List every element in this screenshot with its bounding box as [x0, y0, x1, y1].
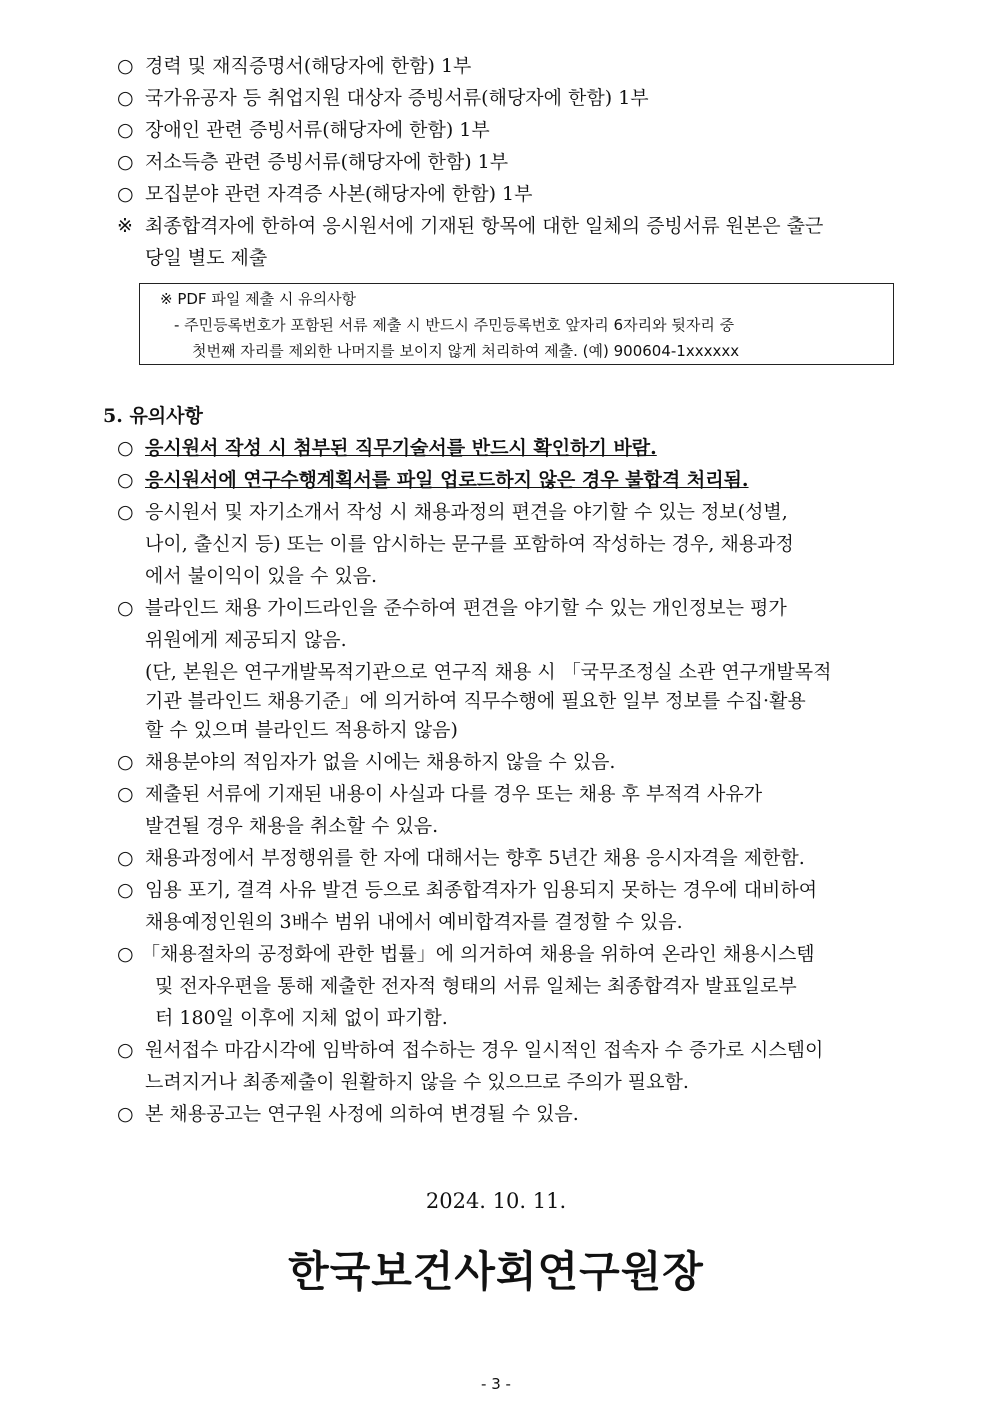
caution-item-1: ○ 응시원서 작성 시 첨부된 직무기술서를 반드시 확인하기 바람.: [117, 437, 657, 459]
pdf-notice-line-2: 첫번째 자리를 제외한 나머지를 보이지 않게 처리하여 제출. (예) 900604-1xxxxxx: [192, 342, 740, 360]
bullet: ○: [117, 87, 134, 109]
caution-item-4-cont: 위원에게 제공되지 않음.: [145, 629, 347, 651]
bullet: ○: [117, 119, 134, 141]
doc-item-5: ○ 모집분야 관련 자격증 사본(해당자에 한함) 1부: [117, 183, 533, 205]
bullet: ○: [117, 879, 134, 901]
issuer-signature: 한국보건사회연구원장: [288, 1247, 704, 1296]
reference-mark: ※: [117, 215, 133, 237]
caution-item-3: ○ 응시원서 및 자기소개서 작성 시 채용과정의 편견을 야기할 수 있는 정보(성별,: [117, 501, 788, 523]
caution-item-6: ○ 제출된 서류에 기재된 내용이 사실과 다를 경우 또는 채용 후 부적격 사유가: [117, 783, 763, 805]
caution-item-2: ○ 응시원서에 연구수행계획서를 파일 업로드하지 않은 경우 불합격 처리됨.: [117, 469, 749, 491]
caution-item-4-cont: 할 수 있으며 블라인드 적용하지 않음): [145, 719, 458, 741]
caution-item-3-cont: 에서 불이익이 있을 수 있음.: [145, 565, 378, 587]
final-note-line-1: ※ 최종합격자에 한하여 응시원서에 기재된 항목에 대한 일체의 증빙서류 원본은 출근: [117, 215, 824, 237]
caution-item-9-cont: 터 180일 이후에 지체 없이 파기함.: [155, 1007, 448, 1029]
caution-item-11: ○ 본 채용공고는 연구원 사정에 의하여 변경될 수 있음.: [117, 1103, 579, 1125]
pdf-notice-line-1: - 주민등록번호가 포함된 서류 제출 시 반드시 주민등록번호 앞자리 6자리와 뒷자리 중: [174, 316, 735, 334]
bullet: ○: [117, 943, 134, 965]
bullet: ○: [117, 597, 134, 619]
page-number: - 3 -: [481, 1375, 511, 1393]
caution-item-9-cont: 및 전자우편을 통해 제출한 전자적 형태의 서류 일체는 최종합격자 발표일로부: [155, 975, 797, 997]
pdf-notice-title: ※ PDF 파일 제출 시 유의사항: [160, 290, 357, 308]
caution-item-6-cont: 발견될 경우 채용을 취소할 수 있음.: [145, 815, 439, 837]
pdf-notice-box: [139, 283, 894, 365]
caution-item-4-cont: (단, 본원은 연구개발목적기관으로 연구직 채용 시 「국무조정실 소관 연구개발목적: [145, 661, 832, 683]
bullet: ○: [117, 437, 134, 459]
issue-date: 2024. 10. 11.: [425, 1189, 567, 1213]
bullet: ○: [117, 469, 134, 491]
doc-item-2: ○ 국가유공자 등 취업지원 대상자 증빙서류(해당자에 한함) 1부: [117, 87, 649, 109]
final-note-line-2: 당일 별도 제출: [145, 247, 268, 269]
bullet: ○: [117, 1039, 134, 1061]
doc-item-3: ○ 장애인 관련 증빙서류(해당자에 한함) 1부: [117, 119, 490, 141]
bullet: ○: [117, 783, 134, 805]
caution-item-5: ○ 채용분야의 적임자가 없을 시에는 채용하지 않을 수 있음.: [117, 751, 616, 773]
doc-item-4: ○ 저소득층 관련 증빙서류(해당자에 한함) 1부: [117, 151, 509, 173]
caution-item-10-cont: 느려지거나 최종제출이 원활하지 않을 수 있으므로 주의가 필요함.: [145, 1071, 689, 1093]
bullet: ○: [117, 751, 134, 773]
caution-item-8-cont: 채용예정인원의 3배수 범위 내에서 예비합격자를 결정할 수 있음.: [145, 911, 683, 933]
section-heading: 5. 유의사항: [103, 405, 203, 427]
bullet: ○: [117, 55, 134, 77]
caution-item-4-cont: 기관 블라인드 채용기준」에 의거하여 직무수행에 필요한 일부 정보를 수집·활용: [145, 690, 806, 712]
bullet: ○: [117, 151, 134, 173]
doc-item-1: ○ 경력 및 재직증명서(해당자에 한함) 1부: [117, 55, 472, 77]
bullet: ○: [117, 501, 134, 523]
caution-item-10: ○ 원서접수 마감시각에 임박하여 접수하는 경우 일시적인 접속자 수 증가로 시스템이: [117, 1039, 824, 1061]
caution-item-8: ○ 임용 포기, 결격 사유 발견 등으로 최종합격자가 임용되지 못하는 경우에 대비하여: [117, 879, 818, 901]
caution-item-4: ○ 블라인드 채용 가이드라인을 준수하여 편견을 야기할 수 있는 개인정보는 평가: [117, 597, 787, 619]
bullet: ○: [117, 847, 134, 869]
bullet: ○: [117, 1103, 134, 1125]
caution-item-7: ○ 채용과정에서 부정행위를 한 자에 대해서는 향후 5년간 채용 응시자격을 제한함.: [117, 847, 805, 869]
caution-item-3-cont: 나이, 출신지 등) 또는 이를 암시하는 문구를 포함하여 작성하는 경우, 채용과정: [145, 533, 794, 555]
caution-item-9: ○ 「채용절차의 공정화에 관한 법률」에 의거하여 채용을 위하여 온라인 채용시스템: [117, 943, 815, 965]
bullet: ○: [117, 183, 134, 205]
